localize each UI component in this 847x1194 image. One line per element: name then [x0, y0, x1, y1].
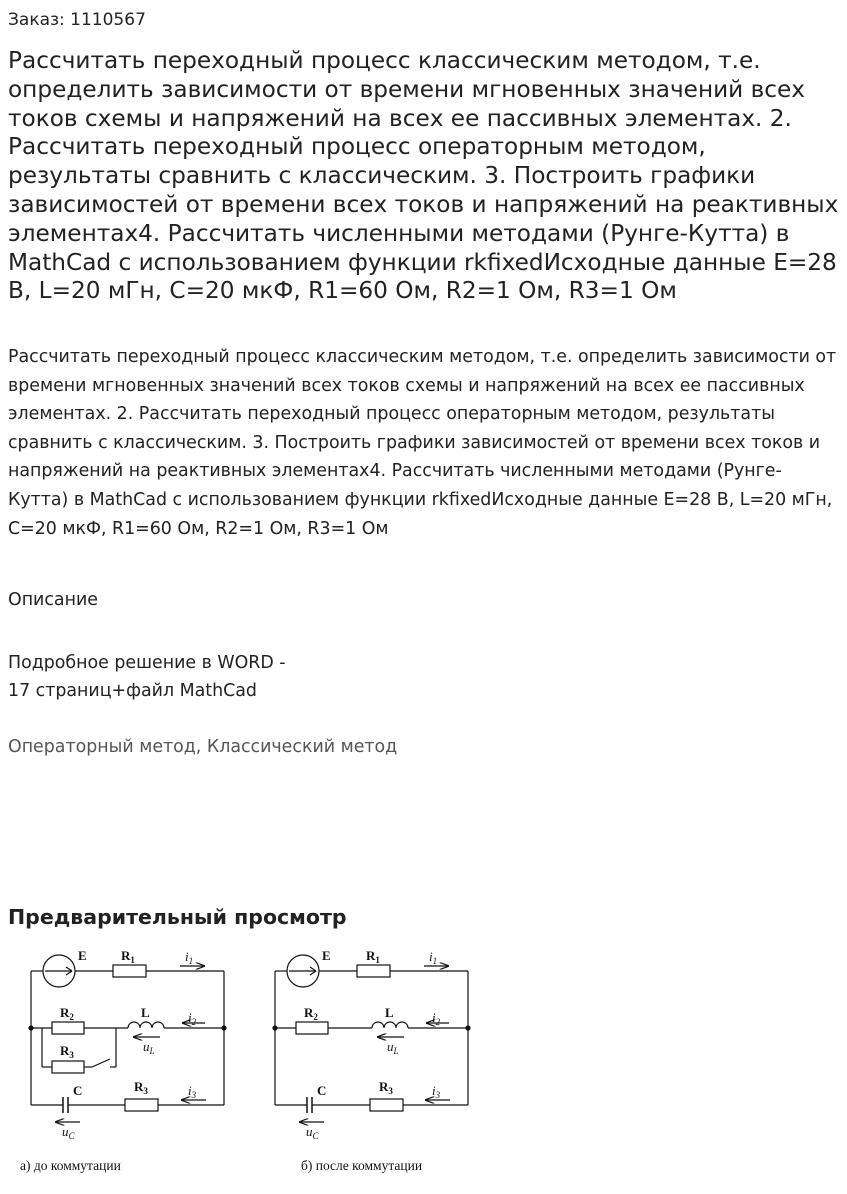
circuit-a [29, 955, 226, 1122]
resistor-r3 [370, 1099, 403, 1111]
svg-text:uC: $u_C$ [62, 1124, 75, 1141]
resistor-r1 [357, 965, 390, 977]
svg-text:uL: $u_L$ [387, 1039, 399, 1056]
inductor-l [372, 1022, 408, 1028]
solution-details [8, 649, 286, 706]
circuit-preview-image [0, 935, 847, 1194]
svg-text:L: L [141, 1005, 150, 1020]
order-number: Заказ: 1110567 [8, 10, 146, 30]
svg-text:E: E [78, 948, 87, 963]
description-text: Рассчитать переходный процесс классическим методом, т.е. определить зависимости от времени мгновенных значений всех токов схемы и напряжений на всех ее пассивных элементах. 2. Рассчитать переходный процесс операторным методом, результаты сравнить с классическим. 3. Построить графики зависимостей от времени всех токов и напряжений на реактивных элементах4. Рассчитать численными методами (Рунге-Кутта) в MathCad с использованием функции rkfixedИсходные данные E=28 В, L=20 мГн, C=20 мкФ, R1=60 Ом, R2=1 Ом, R3=1 Ом [8, 347, 837, 539]
page-title: Рассчитать переходный процесс классическим методом, т.е. определить зависимости от времени мгновенных значений всех токов схемы и напряжений на всех ее пассивных элементах. 2. Рассчитать переходный процесс операторным методом, результаты сравнить с классическим. 3. Построить графики зависимостей от времени всех токов и напряжений на реактивных элементах4. Рассчитать численными методами (Рунге-Кутта) в MathCad с использованием функции rkfixedИсходные данные E=28 В, L=20 мГн, C=20 мкФ, R1=60 Ом, R2=1 Ом, R3=1 Ом [8, 47, 839, 305]
svg-text:i3: $i_3$ [188, 1083, 197, 1100]
svg-text:uC: $u_C$ [306, 1124, 319, 1141]
resistor-r3 [125, 1099, 158, 1111]
solution-details-line-1: Подробное решение в WORD - [8, 653, 286, 673]
svg-text:E: E [322, 948, 331, 963]
svg-text:R3: $R_3$ [134, 1079, 148, 1096]
svg-text:C: C [317, 1083, 327, 1098]
switch-icon [92, 1059, 110, 1067]
circuit-a-caption: а) до коммутации [20, 1158, 121, 1173]
description-label: Описание [8, 590, 98, 610]
svg-text:i1: $i_1$ [185, 949, 194, 966]
svg-text:i3: $i_3$ [432, 1083, 441, 1100]
solution-details-line-2: 17 страниц+файл MathCad [8, 681, 257, 702]
svg-text:i2: $i_2$ [188, 1010, 197, 1027]
svg-text:R1: $R_1$ [121, 948, 135, 965]
circuit-b-caption: б) после коммутации [301, 1158, 423, 1173]
resistor-r3-switched [52, 1061, 84, 1073]
circuit-b [273, 955, 470, 1122]
svg-text:R3: $R_3$ [60, 1043, 74, 1060]
tags-list: Операторный метод, Классический метод [8, 737, 398, 757]
svg-text:R3: $R_3$ [379, 1079, 393, 1096]
resistor-r2 [52, 1022, 84, 1034]
preview-heading: Предварительный просмотр [8, 905, 347, 929]
resistor-r2 [296, 1022, 328, 1034]
svg-text:L: L [385, 1005, 394, 1020]
svg-text:R2: $R_2$ [304, 1005, 318, 1022]
svg-text:i1: $i_1$ [429, 949, 438, 966]
svg-text:C: C [73, 1083, 83, 1098]
resistor-r1 [113, 965, 146, 977]
svg-text:R1: $R_1$ [366, 948, 380, 965]
svg-text:uL: $u_L$ [143, 1039, 155, 1056]
svg-text:R2: $R_2$ [60, 1005, 74, 1022]
svg-text:i2: $i_2$ [432, 1010, 441, 1027]
inductor-l [128, 1022, 164, 1028]
